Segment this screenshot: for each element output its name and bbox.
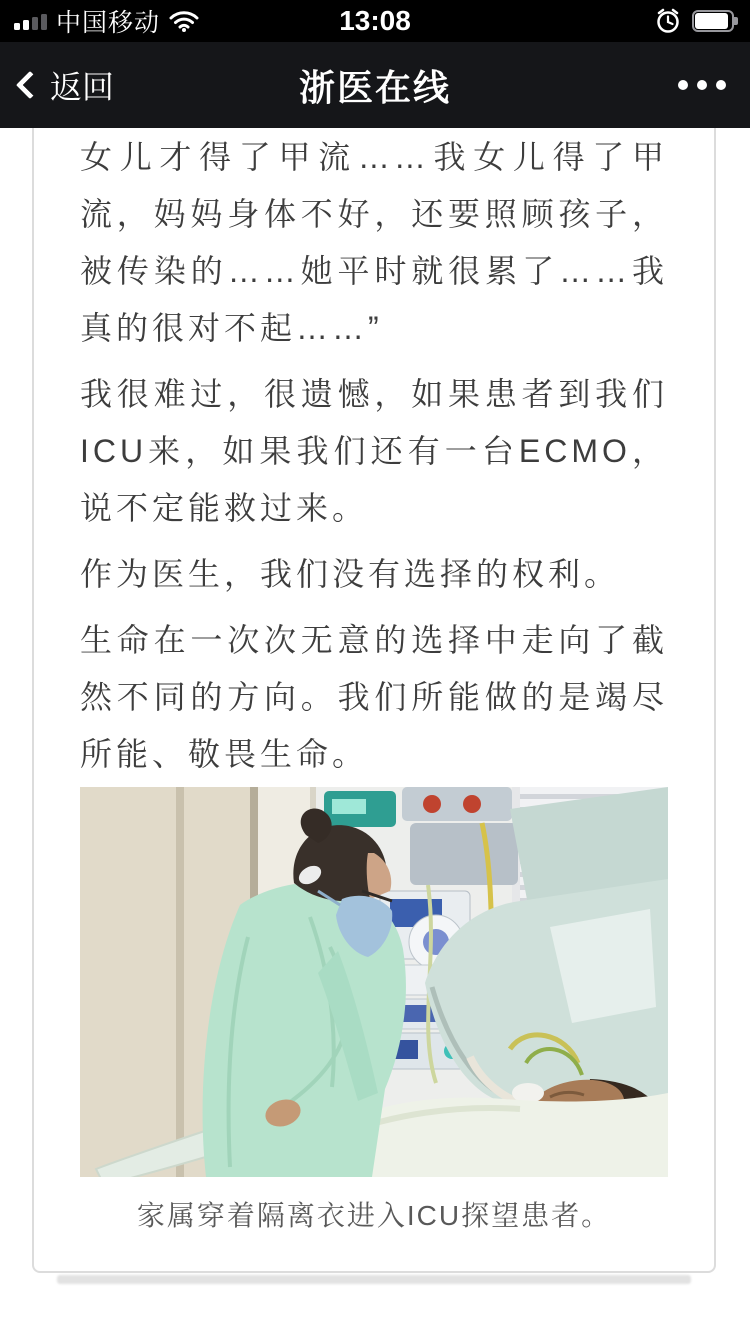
article-photo[interactable]	[80, 787, 668, 1177]
more-dots-icon	[678, 80, 688, 90]
chevron-left-icon	[16, 71, 44, 99]
article-body	[34, 128, 714, 1233]
status-bar	[0, 0, 750, 42]
photo-caption: 家属穿着隔离衣进入ICU探望患者。	[136, 1200, 612, 1231]
back-button[interactable]	[20, 42, 114, 128]
article-paragraph: 作为医生，我们没有选择的权利。	[80, 556, 621, 592]
article-paragraph: 我很难过，很遗憾，如果患者到我们ICU来，如果我们还有一台ECMO，说不定能救过来。	[80, 376, 668, 526]
article-paragraph: 生命在一次次无意的选择中走向了截然不同的方向。我们所能做的是竭尽所能、敬畏生命。	[80, 622, 668, 772]
back-button-label: 返回	[50, 69, 115, 105]
carrier-label: 中国移动	[56, 9, 161, 37]
clock-label: 13:08	[339, 5, 411, 36]
more-menu-button[interactable]	[678, 42, 726, 128]
nav-bar	[0, 42, 750, 128]
article-card[interactable]	[32, 128, 716, 1273]
article-paragraph: 女儿才得了甲流……我女儿得了甲流，妈妈身体不好，还要照顾孩子，被传染的……她平时就很累了……我真的很对不起……”	[80, 139, 668, 346]
article-figure	[80, 787, 668, 1233]
card-bottom-shadow	[57, 1275, 691, 1284]
battery-icon	[692, 10, 738, 32]
alarm-clock-icon	[654, 7, 682, 35]
page-title: 浙医在线	[298, 66, 451, 108]
